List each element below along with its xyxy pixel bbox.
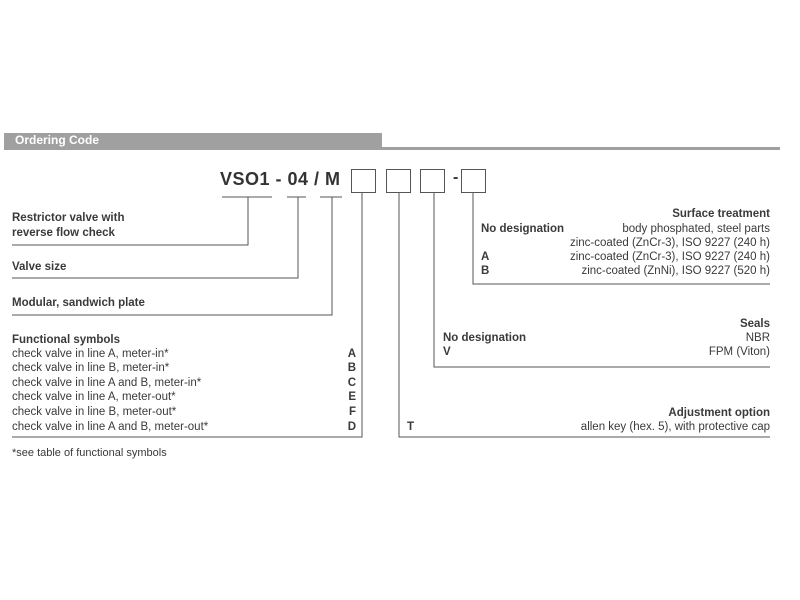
functional-item-label: check valve in line B, meter-out* [12, 406, 177, 418]
surface-desc: body phosphated, steel parts [622, 223, 770, 235]
adjustment-desc: allen key (hex. 5), with protective cap [580, 421, 770, 433]
functional-item-label: check valve in line A and B, meter-out* [12, 421, 209, 433]
functional-item-code: A [347, 348, 356, 360]
seals-desc: FPM (Viton) [708, 346, 770, 358]
valve-size-label: Valve size [12, 261, 67, 273]
surface-desc: zinc-coated (ZnNi), ISO 9227 (520 h) [581, 265, 770, 277]
functional-item-label: check valve in line B, meter-in* [12, 362, 170, 374]
functional-item-label: check valve in line A, meter-in* [12, 348, 169, 360]
seals-code: No designation [443, 332, 527, 344]
functional-item-code: F [348, 406, 356, 418]
footnote: *see table of functional symbols [12, 447, 167, 459]
modular-label: Modular, sandwich plate [12, 297, 145, 309]
surface-code: No designation [481, 223, 565, 235]
surface-code: A [481, 251, 490, 263]
surface-desc: zinc-coated (ZnCr-3), ISO 9227 (240 h) [569, 251, 770, 263]
adjustment-title: Adjustment option [668, 407, 770, 419]
surface-code: B [481, 265, 490, 277]
functional-item-label: check valve in line A, meter-out* [12, 391, 176, 403]
surface-title: Surface treatment [672, 208, 770, 220]
functional-item-code: D [347, 421, 356, 433]
functional-item-code: B [347, 362, 356, 374]
functional-item-code: C [347, 377, 356, 389]
functional-item-label: check valve in line A and B, meter-in* [12, 377, 202, 389]
surface-desc: zinc-coated (ZnCr-3), ISO 9227 (240 h) [569, 237, 770, 249]
restrictor-label-line2: reverse flow check [12, 227, 115, 239]
ordering-code-prefix: VSO1 - 04 / M [220, 169, 341, 189]
functional-symbols-title: Functional symbols [12, 334, 120, 346]
section-title: Ordering Code [15, 133, 100, 147]
adjustment-code: T [407, 421, 415, 433]
seals-title: Seals [739, 318, 770, 330]
seals-desc: NBR [745, 332, 770, 344]
functional-item-code: E [348, 391, 356, 403]
code-separator: - [453, 169, 459, 186]
seals-code: V [443, 346, 451, 358]
restrictor-label-line1: Restrictor valve with [12, 212, 125, 224]
